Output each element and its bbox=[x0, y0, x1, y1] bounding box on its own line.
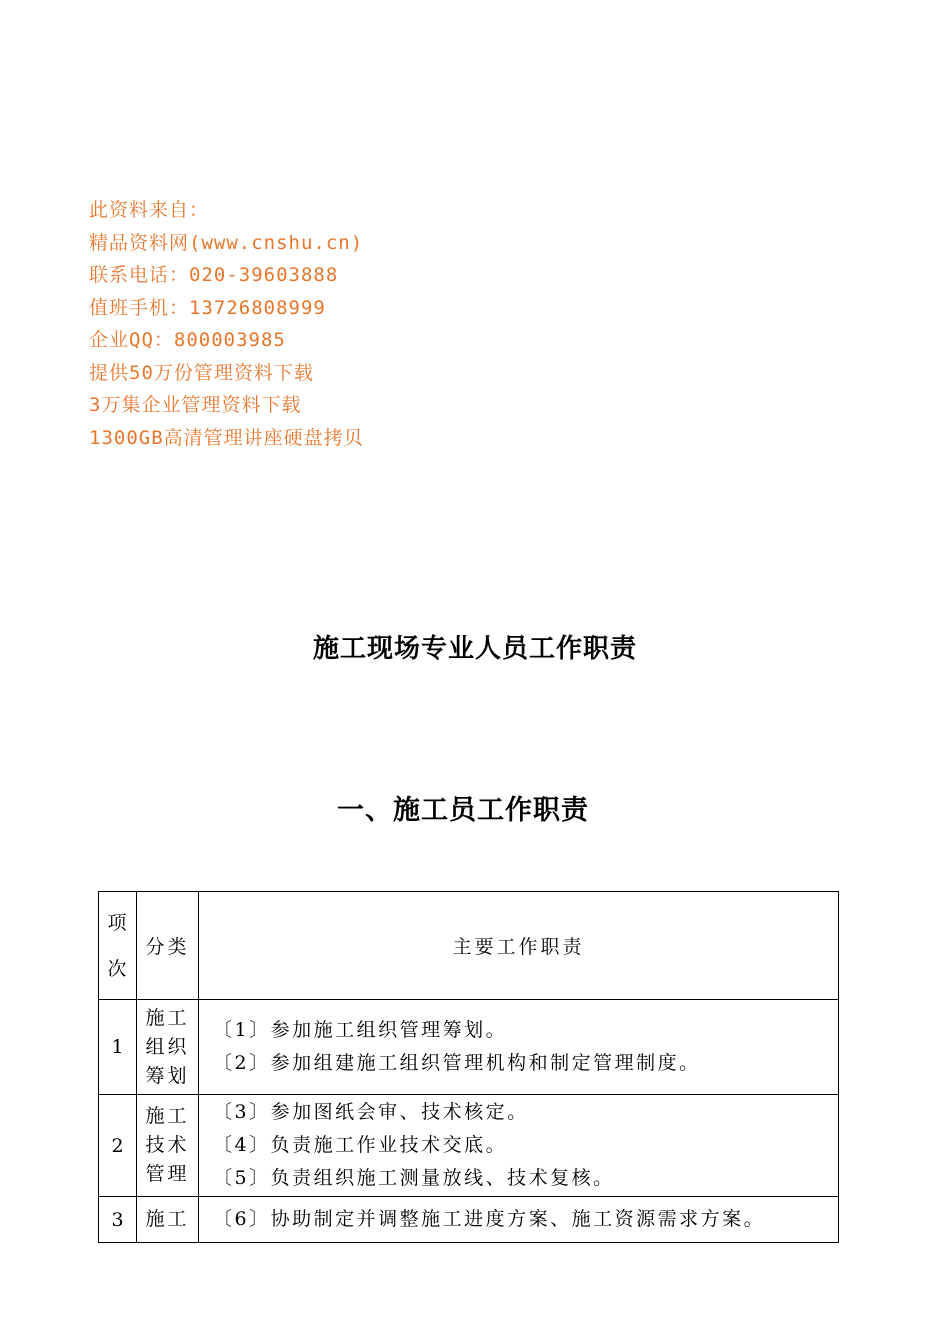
header-category: 分类 bbox=[137, 892, 199, 1000]
duty-item: 〔2〕参加组建施工组织管理机构和制定管理制度。 bbox=[213, 1052, 701, 1074]
promo-offer-line: 3万集企业管理资料下载 bbox=[89, 394, 302, 416]
row-duties bbox=[199, 1197, 839, 1243]
promo-website-line: 精品资料网(www.cnshu.cn) bbox=[89, 231, 364, 254]
header-main-duties: 主要工作职责 bbox=[199, 892, 839, 1000]
promo-offer-line: 1300GB高清管理讲座硬盘拷贝 bbox=[89, 426, 364, 449]
row-category-text: 施工 bbox=[145, 1208, 190, 1230]
row-number: 3 bbox=[99, 1197, 137, 1243]
row-duties bbox=[199, 1000, 839, 1095]
table-row bbox=[99, 1000, 839, 1095]
header-item-number-char: 项 bbox=[107, 911, 128, 934]
duties-table bbox=[98, 891, 839, 1243]
row-category-text: 管理 bbox=[145, 1163, 190, 1185]
table-header-row bbox=[99, 892, 839, 1000]
row-number: 2 bbox=[99, 1095, 137, 1197]
row-number: 1 bbox=[99, 1000, 137, 1095]
promo-block bbox=[89, 194, 589, 454]
duty-item: 〔6〕协助制定并调整施工进度方案、施工资源需求方案。 bbox=[213, 1208, 766, 1230]
row-category bbox=[137, 1197, 199, 1243]
row-category bbox=[137, 1000, 199, 1095]
row-category-text: 筹划 bbox=[145, 1064, 190, 1087]
row-category bbox=[137, 1095, 199, 1197]
row-category-text: 组织 bbox=[145, 1035, 190, 1058]
promo-offer-line: 提供50万份管理资料下载 bbox=[89, 361, 314, 384]
promo-mobile-line: 值班手机：13726808999 bbox=[89, 296, 326, 319]
header-item-number-char: 次 bbox=[107, 957, 128, 980]
header-item-number bbox=[99, 892, 137, 1000]
row-category-text: 技术 bbox=[145, 1134, 190, 1156]
row-category-text: 施工 bbox=[145, 1105, 190, 1127]
document-title: 施工现场专业人员工作职责 bbox=[312, 634, 637, 664]
promo-source-line: 此资料来自： bbox=[89, 199, 210, 221]
duty-item: 〔3〕参加图纸会审、技术核定。 bbox=[213, 1101, 529, 1123]
duty-item: 〔5〕负责组织施工测量放线、技术复核。 bbox=[213, 1167, 615, 1189]
section-title: 一、施工员工作职责 bbox=[337, 795, 589, 826]
duty-item: 〔1〕参加施工组织管理筹划。 bbox=[213, 1019, 508, 1041]
promo-qq-line: 企业QQ：800003985 bbox=[89, 329, 286, 351]
row-duties bbox=[199, 1095, 839, 1197]
table-row bbox=[99, 1197, 839, 1243]
row-category-text: 施工 bbox=[145, 1006, 190, 1029]
promo-phone-line: 联系电话：020-39603888 bbox=[89, 264, 339, 286]
table-row bbox=[99, 1095, 839, 1197]
duty-item: 〔4〕负责施工作业技术交底。 bbox=[213, 1134, 508, 1156]
